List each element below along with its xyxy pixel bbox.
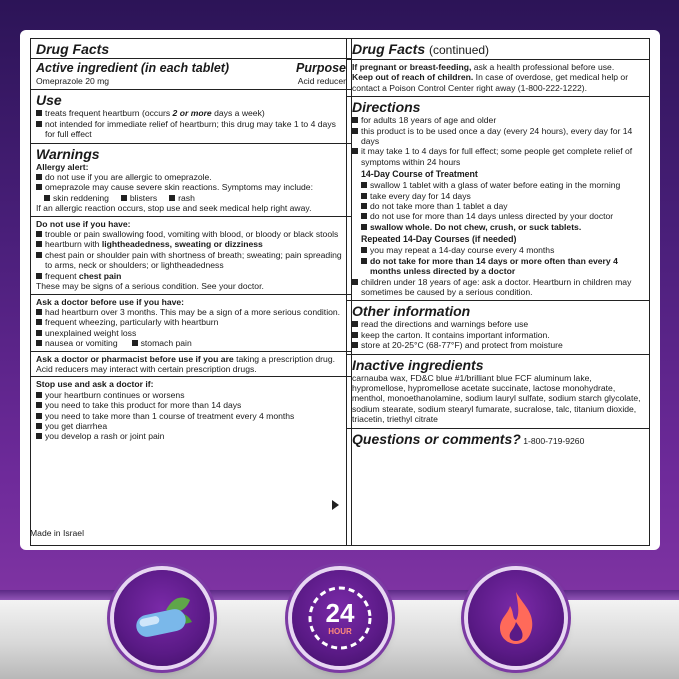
warning-item: you develop a rash or joint pain	[36, 431, 346, 441]
flame-badge	[468, 570, 564, 666]
ingredient-value: Omeprazole 20 mg	[36, 76, 110, 86]
24-hour-badge	[292, 570, 388, 666]
warning-item: unexplained weight loss	[36, 328, 346, 338]
pregnancy-section	[347, 39, 649, 97]
other-information-section	[347, 301, 649, 354]
questions-section	[347, 429, 649, 452]
direction-item: it may take 1 to 4 days for full effect; some people get complete relief of symptoms within 24 hours	[352, 146, 644, 167]
warning-item: chest pain or shoulder pain with shortness of breath; sweating; pain spreading to arms, neck or shoulders; or lightheadedness	[36, 250, 346, 271]
flame-icon	[468, 570, 564, 666]
use-item: not intended for immediate relief of heartburn; this drug may take 1 to 4 days for full effect	[36, 119, 346, 140]
direction-item: you may repeat a 14-day course every 4 months	[361, 245, 644, 255]
direction-item: do not take for more than 14 days or more often than every 4 months unless directed by a doctor	[361, 256, 644, 277]
warning-item: do not use if you are allergic to omeprazole.	[36, 172, 346, 182]
warning-item: heartburn with lightheadedness, sweating or dizziness	[36, 239, 346, 249]
directions-section	[347, 97, 649, 301]
continue-arrow-icon	[332, 500, 339, 510]
allergy-note: If an allergic reaction occurs, stop use and seek medical help right away.	[36, 203, 312, 214]
direction-item: do not take more than 1 tablet a day	[361, 201, 644, 211]
drug-facts-title: Drug Facts	[36, 41, 110, 57]
inactive-ingredients-section	[347, 355, 649, 429]
use-section	[31, 90, 351, 143]
direction-item: this product is to be used once a day (every 24 hours), every day for 14 days	[352, 126, 644, 147]
symptom-item: rash	[169, 193, 195, 203]
info-item: read the directions and warnings before use	[352, 319, 644, 329]
mint-tablet-icon	[114, 570, 210, 666]
tablet-badge	[114, 570, 210, 666]
warning-item: frequent wheezing, particularly with heartburn	[36, 317, 346, 327]
direction-item: do not use for more than 14 days unless directed by your doctor	[361, 211, 644, 221]
other-information-heading: Other information	[352, 303, 471, 320]
hours-label: HOUR	[328, 627, 352, 636]
drug-facts-continued-title: Drug Facts (continued)	[352, 41, 490, 57]
warnings-heading: Warnings	[36, 145, 100, 162]
warning-item: frequent chest pain	[36, 271, 346, 281]
purpose-value: Acid reducer	[297, 76, 346, 86]
warning-item: stomach pain	[132, 338, 192, 348]
info-item: keep the carton. It contains important information.	[352, 330, 644, 340]
warning-item: trouble or pain swallowing food, vomiting with blood, or bloody or black stools	[36, 229, 346, 239]
phone-number: 1-800-719-9260	[520, 435, 585, 446]
warning-item: had heartburn over 3 months. This may be a sign of a more serious condition.	[36, 307, 346, 317]
active-ingredient-section	[31, 39, 351, 90]
stop-use-heading: Stop use and ask a doctor if:	[36, 379, 154, 390]
pregnancy-text: If pregnant or breast-feeding, ask a health professional before use. Keep out of reach of children. In case of overdose, get medical help or contact a Poison Control Center right away (1-800-222-1222).	[347, 59, 649, 93]
direction-item: swallow whole. Do not chew, crush, or suck tablets.	[361, 222, 644, 232]
repeat-course-heading: Repeated 14-Day Courses (if needed)	[361, 234, 517, 245]
symptom-item: blisters	[121, 193, 157, 203]
directions-heading: Directions	[352, 99, 421, 116]
purpose-heading: Purpose	[295, 61, 346, 75]
direction-item: take every day for 14 days	[361, 191, 644, 201]
course-heading: 14-Day Course of Treatment	[361, 169, 478, 180]
drug-facts-label	[20, 30, 660, 550]
drug-facts-left-panel	[30, 38, 352, 546]
info-item: store at 20-25°C (68-77°F) and protect from moisture	[352, 340, 644, 350]
warning-item: you get diarrhea	[36, 421, 346, 431]
warning-item: omeprazole may cause severe skin reactions. Symptoms may include:	[36, 182, 346, 192]
made-in-note: Made in Israel	[30, 528, 84, 538]
ask-pharmacist-paragraph: Ask a doctor or pharmacist before use if you are taking a prescription drug. Acid reducers may interact with certain prescription drugs.	[31, 351, 351, 375]
drug-facts-right-panel	[346, 38, 650, 546]
active-ingredient-heading: Active ingredient (in each tablet)	[36, 61, 230, 75]
direction-item: children under 18 years of age: ask a doctor. Heartburn in children may sometimes be caused by a serious condition.	[352, 277, 644, 298]
warning-item: nausea or vomiting	[36, 338, 118, 348]
allergy-alert-heading: Allergy alert:	[36, 161, 89, 172]
use-heading: Use	[36, 92, 62, 109]
inactive-ingredients-text: carnauba wax, FD&C blue #1/brilliant blue FCF aluminum lake, hypromellose, hypromellose acetate succinate, lactose monohydrate, menthol, monoethanolamine, sodium lauryl sulfate, sodium starch glycolate, sodium stearate, sodium stearyl fumarate, sucralose, talc, titanium dioxide, triacetin, triethyl citrate	[352, 372, 641, 425]
questions-heading: Questions or comments?	[352, 430, 521, 447]
ask-doctor-heading: Ask a doctor before use if you have:	[36, 296, 185, 307]
warning-item: you need to take this product for more than 14 days	[36, 400, 346, 410]
warning-note: These may be signs of a serious condition. See your doctor.	[36, 281, 264, 292]
direction-item: for adults 18 years of age and older	[352, 115, 644, 125]
warnings-section	[31, 144, 351, 442]
direction-item: swallow 1 tablet with a glass of water before eating in the morning	[361, 180, 644, 190]
use-item: treats frequent heartburn (occurs 2 or more days a week)	[36, 108, 346, 118]
symptom-list	[36, 193, 346, 203]
hours-number: 24	[325, 598, 355, 628]
warning-item: you need to take more than 1 course of treatment every 4 months	[36, 411, 346, 421]
do-not-use-heading: Do not use if you have:	[36, 218, 131, 229]
warning-item: your heartburn continues or worsens	[36, 390, 346, 400]
symptom-item: skin reddening	[44, 193, 109, 203]
inactive-ingredients-heading: Inactive ingredients	[352, 356, 484, 373]
